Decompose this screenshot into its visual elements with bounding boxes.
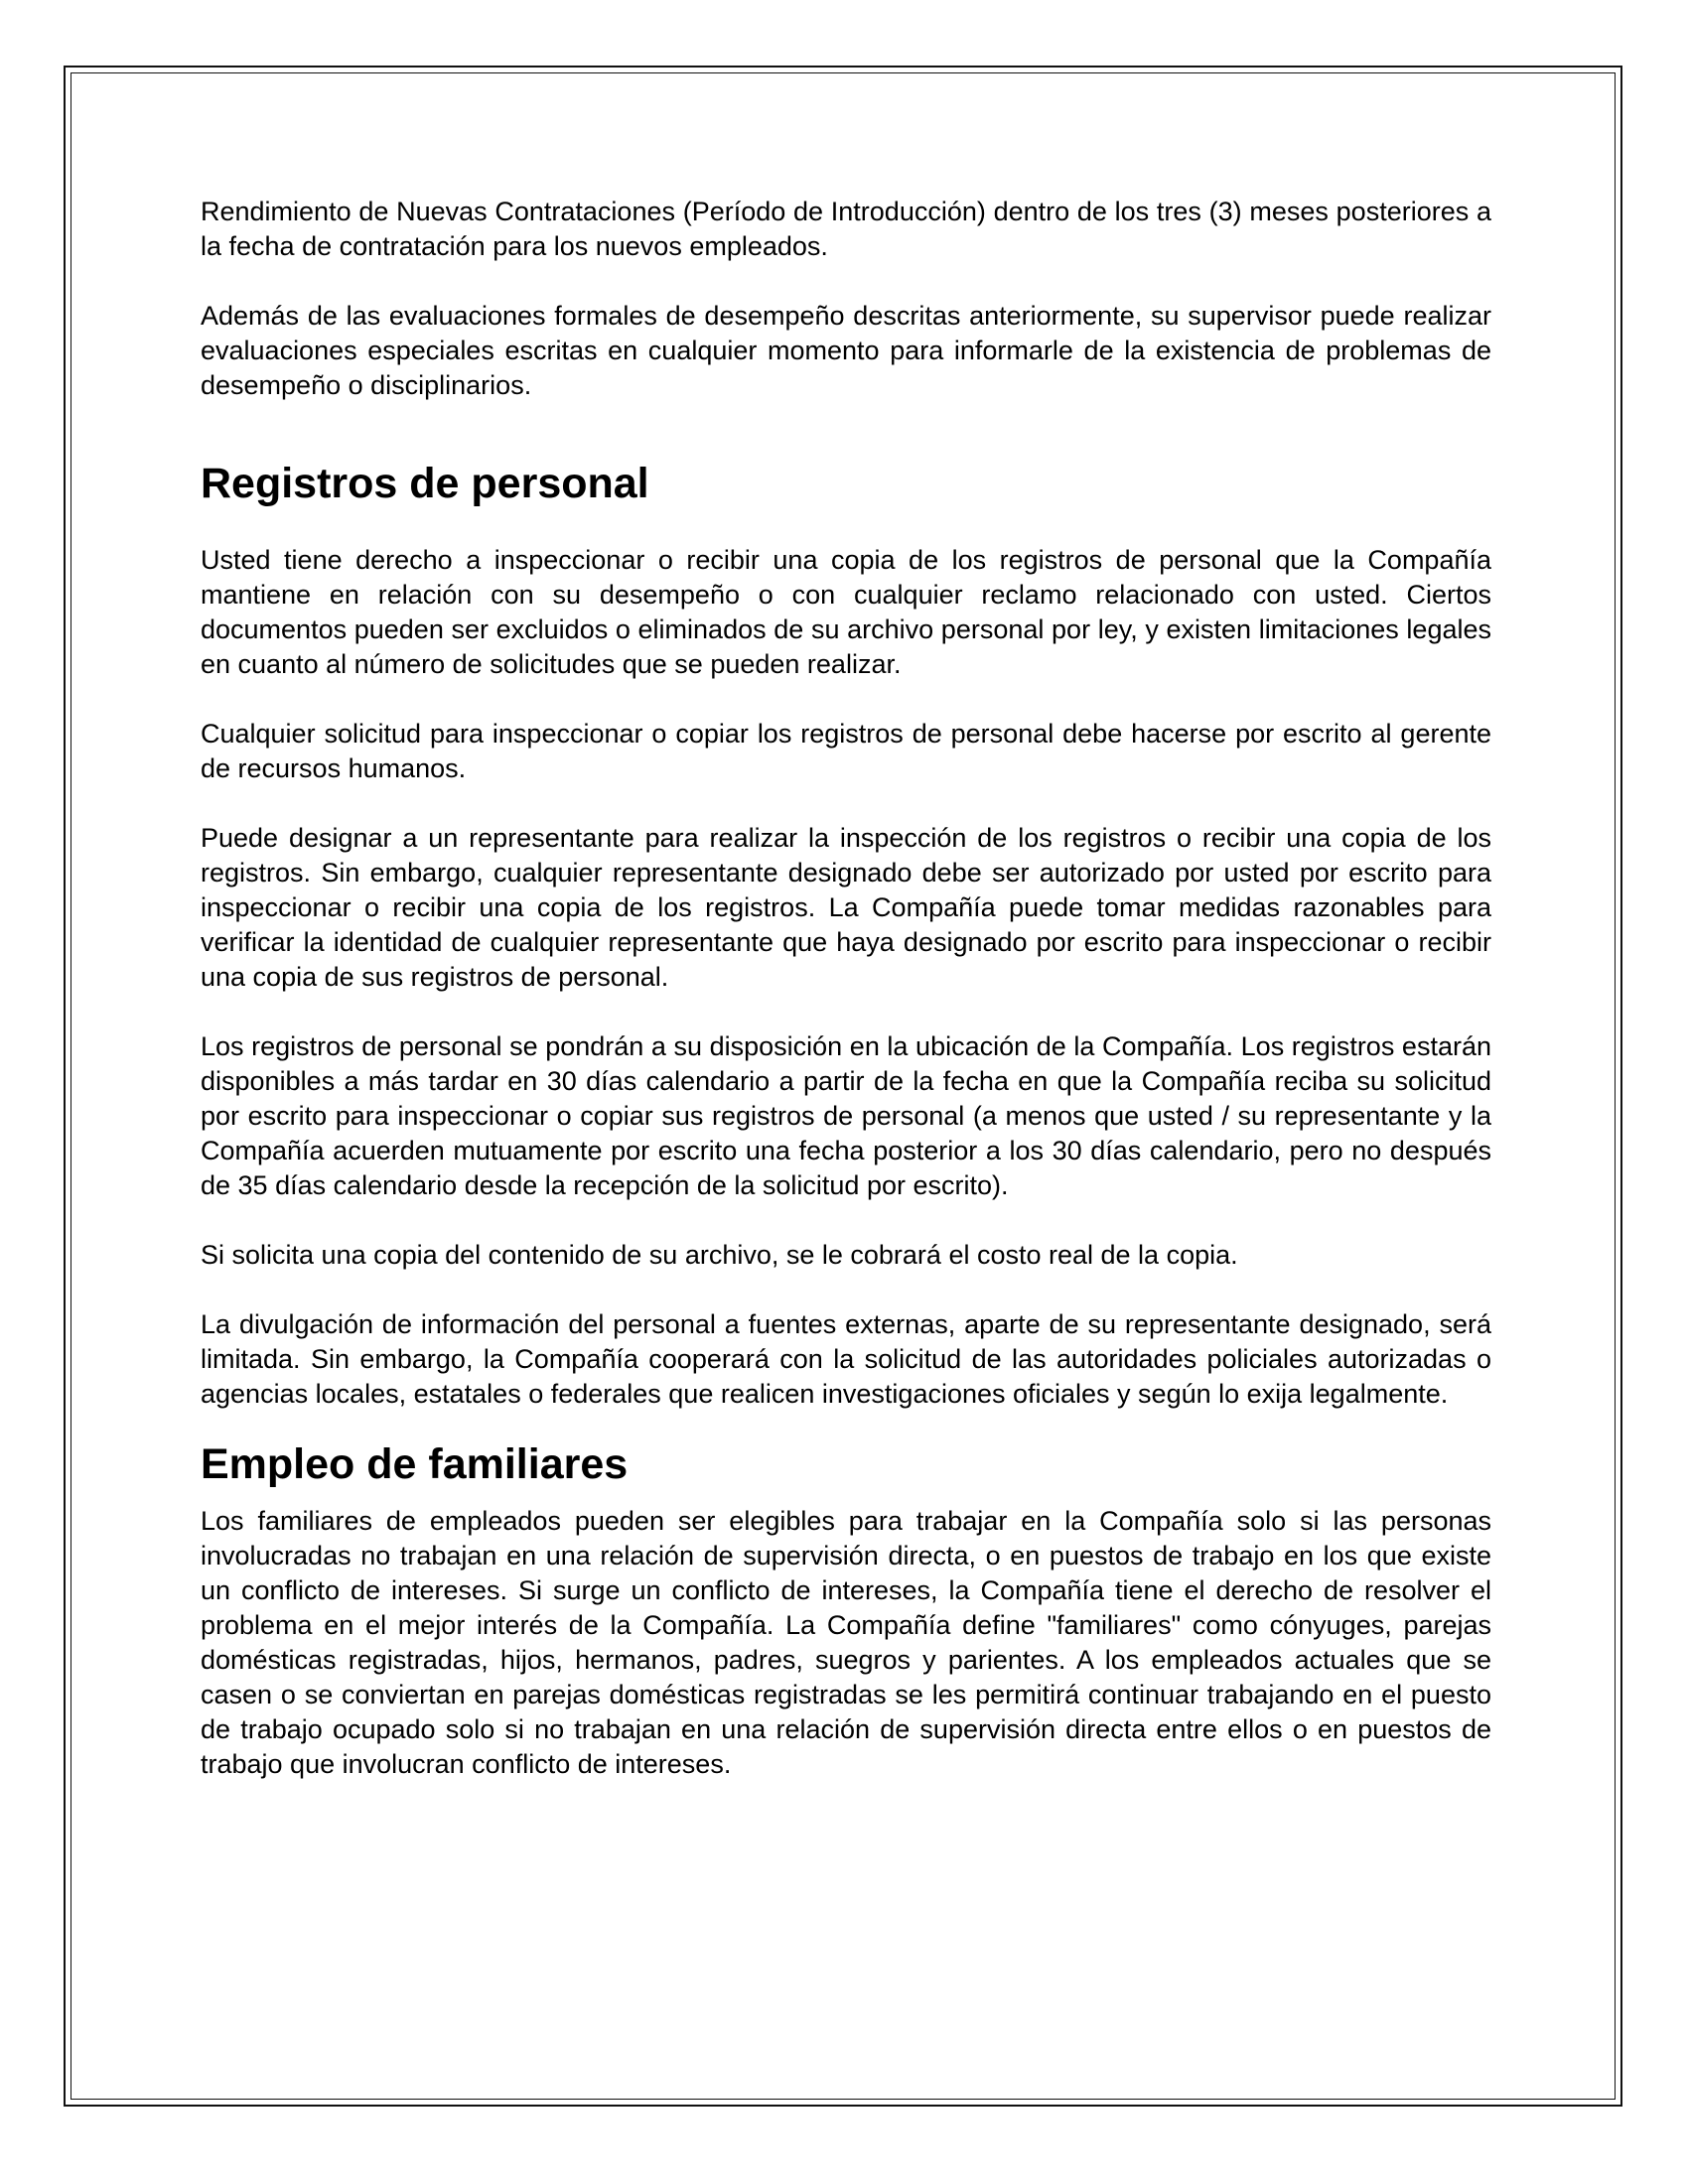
intro-paragraph: Rendimiento de Nuevas Contrataciones (Período de Introducción) dentro de los tres (3) meses posteriores a la fecha de contratación para los nuevos empleados.	[201, 197, 1491, 261]
personnel-records-paragraph: La divulgación de información del personal a fuentes externas, aparte de su representante designado, será limitada. Sin embargo, la Compañía cooperará con la solicitud de las autoridades policiales autorizadas o agencias locales, estatales o federales que realicen investigaciones oficiales y según lo exija legalmente.	[201, 1309, 1491, 1409]
personnel-records-paragraph: Cualquier solicitud para inspeccionar o copiar los registros de personal debe hacerse por escrito al gerente de recursos humanos.	[201, 719, 1491, 783]
section-heading-family-employment: Empleo de familiares	[201, 1440, 629, 1488]
intro-paragraph: Además de las evaluaciones formales de desempeño descritas anteriormente, su supervisor puede realizar evaluaciones especiales escritas en cualquier momento para informarle de la existencia de problemas de desempeño o disciplinarios.	[201, 301, 1491, 400]
personnel-records-paragraph: Usted tiene derecho a inspeccionar o recibir una copia de los registros de personal que la Compañía mantiene en relación con su desempeño o con cualquier reclamo relacionado con usted. Ciertos documentos pueden ser excluidos o eliminados de su archivo personal por ley, y existen limitaciones legales en cuanto al número de solicitudes que se pueden realizar.	[201, 545, 1491, 679]
section-heading-personnel-records: Registros de personal	[201, 460, 649, 507]
family-employment-paragraph: Los familiares de empleados pueden ser elegibles para trabajar en la Compañía solo si las personas involucradas no trabajan en una relación de supervisión directa, o en puestos de trabajo en los que existe un conflicto de intereses. Si surge un conflicto de intereses, la Compañía tiene el derecho de resolver el problema en el mejor interés de la Compañía. La Compañía define "familiares" como cónyuges, parejas domésticas registradas, hijos, hermanos, padres, suegros y parientes. A los empleados actuales que se casen o se conviertan en parejas domésticas registradas se les permitirá continuar trabajando en el puesto de trabajo ocupado solo si no trabajan en una relación de supervisión directa entre ellos o en puestos de trabajo que involucran conflicto de intereses.	[201, 1506, 1491, 1779]
personnel-records-paragraph: Si solicita una copia del contenido de su archivo, se le cobrará el costo real de la copia.	[201, 1240, 1238, 1270]
personnel-records-paragraph: Puede designar a un representante para realizar la inspección de los registros o recibir una copia de los registros. Sin embargo, cualquier representante designado debe ser autorizado por usted por escrito para inspeccionar o recibir una copia de los registros. La Compañía puede tomar medidas razonables para verificar la identidad de cualquier representante que haya designado por escrito para inspeccionar o recibir una copia de sus registros de personal.	[201, 823, 1491, 992]
personnel-records-paragraph: Los registros de personal se pondrán a su disposición en la ubicación de la Compañía. Los registros estarán disponibles a más tardar en 30 días calendario a partir de la fecha en que la Compañía reciba su solicitud por escrito para inspeccionar o copiar sus registros de personal (a menos que usted / su representante y la Compañía acuerden mutuamente por escrito una fecha posterior a los 30 días calendario, pero no después de 35 días calendario desde la recepción de la solicitud por escrito).	[201, 1031, 1491, 1200]
document-body	[201, 195, 1491, 1782]
